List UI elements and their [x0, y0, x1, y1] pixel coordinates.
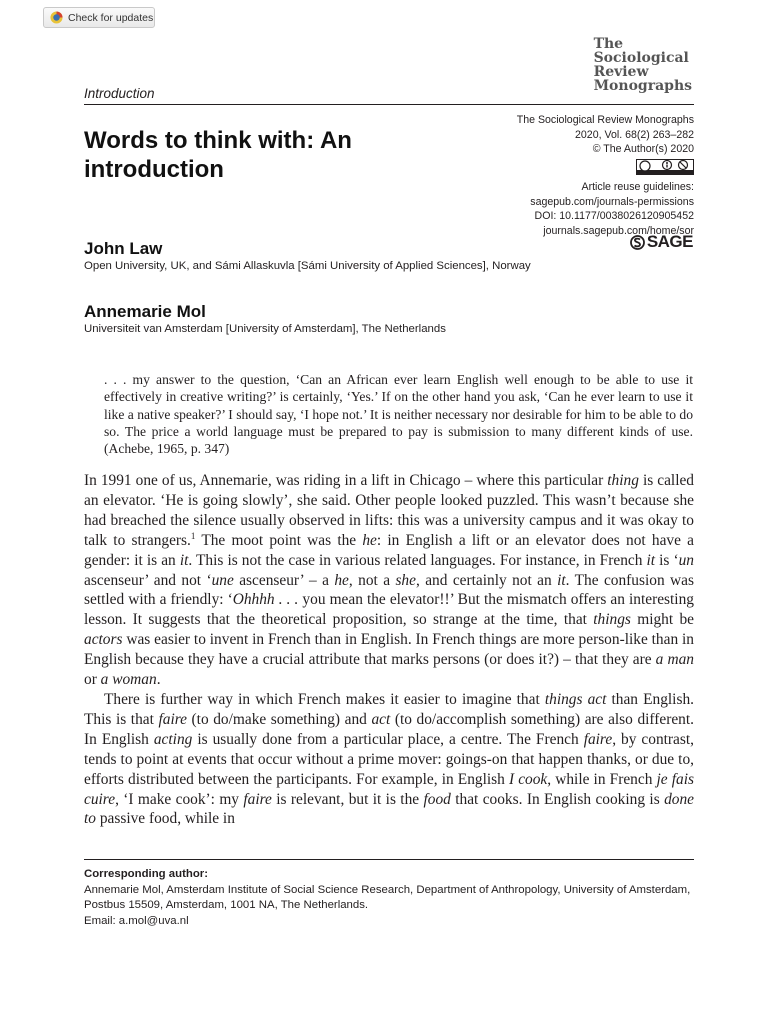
article-meta — [517, 113, 694, 238]
journal-logo: The Sociological Review Monographs — [593, 36, 692, 94]
reuse-guidelines: Article reuse guidelines: — [581, 181, 694, 193]
copyright: © The Author(s) 2020 — [592, 143, 694, 155]
body-paragraph: There is further way in which French makes it easier to imagine that things act than English. This is that faire (to do/make something) and act (to do/accomplish something) are also different. In English acting is usually done from a particular place, a centre. The French faire, by contrast, tends to point at events that occur without a prime mover: goings-on that happen thanks, or due to, efforts distributed between the participants. For example, in English I cook, while in French je fais cuire, ‘I make cook’: my faire is relevant, but it is the food that cooks. In English cooking is done to passive food, while in — [84, 690, 695, 828]
author-affiliation: Universiteit van Amsterdam [University of Amsterdam], The Netherlands — [84, 323, 446, 335]
author-name: John Law — [84, 239, 163, 258]
header-rule — [84, 104, 694, 105]
cc-by-nc-icon — [636, 159, 694, 175]
check-for-updates-label: Check for updates — [68, 11, 154, 24]
permissions-link[interactable]: sagepub.com/journals-permissions — [530, 195, 694, 208]
sage-logo-icon — [630, 235, 645, 250]
corresponding-author — [84, 867, 694, 929]
article-title: Words to think with: An introduction — [84, 127, 352, 183]
footnote-rule — [84, 859, 694, 860]
section-label: Introduction — [84, 86, 155, 101]
journal-name: The Sociological Review Monographs — [516, 114, 694, 126]
check-for-updates-button[interactable] — [43, 7, 155, 28]
corresponding-address: Annemarie Mol, Amsterdam Institute of Social Science Research, Department of Anthropology, University of Amsterdam, Postbus 15509, Amsterdam, 1001 NA, The Netherlands. — [84, 883, 691, 912]
doi[interactable]: DOI: 10.1177/0038026120905452 — [534, 210, 694, 222]
body-text — [84, 471, 694, 829]
publisher-name: SAGE — [646, 232, 693, 251]
author-name: Annemarie Mol — [84, 302, 206, 321]
epigraph: . . . my answer to the question, ‘Can an African ever learn English well enough to be able to use it effectively in creative writing?’ is certainly, ‘Yes.’ If on the other hand you ask, ‘Can he ever learn to use it like a native speaker?’ I should say, ‘I hope not.’ It is neither necessary nor desirable for him to be able to do so. The price a world language must be prepared to pay is submission to many different kinds of use. (Achebe, 1965, p. 347) — [104, 372, 693, 457]
footnote-ref[interactable]: 1 — [190, 530, 196, 541]
author-affiliation: Open University, UK, and Sámi Allaskuvla [Sámi University of Applied Sciences], Norway — [84, 260, 531, 272]
publisher-logo — [630, 232, 693, 252]
check-updates-icon — [50, 11, 63, 24]
volume-info: 2020, Vol. 68(2) 263–282 — [575, 128, 694, 141]
corresponding-label: Corresponding author: — [84, 868, 209, 880]
corresponding-email[interactable]: Email: a.mol@uva.nl — [84, 914, 189, 927]
body-paragraph: In 1991 one of us, Annemarie, was riding in a lift in Chicago – where this particular thing is called an elevator. ‘He is going slowly’, she said. Other people looked puzzled. This wasn’t because she had breached the silence usually observed in lifts: this was a university campus and it was okay to talk to strangers.$^1$ The moot point was the he: in English a lift or an elevator does not have a gender: it is an it. This is not the case in various related languages. For instance, in French it is ‘un ascenseur’ and not ‘une ascenseur’ – a he, not a she, and certainly not an it. The confusion was settled with a friendly: ‘Ohhhh . . . you mean the elevator!!’ But the mismatch offers an interesting lesson. It suggests that the theoretical proposition, so strange at the time, that things might be actors was easier to invent in French than in English. In French things are more person-like than in English because they have a crucial attribute that marks persons (or does it?) – that they are a man or a woman. — [84, 472, 695, 689]
journal-homepage-link[interactable]: journals.sagepub.com/home/sor — [543, 224, 694, 237]
